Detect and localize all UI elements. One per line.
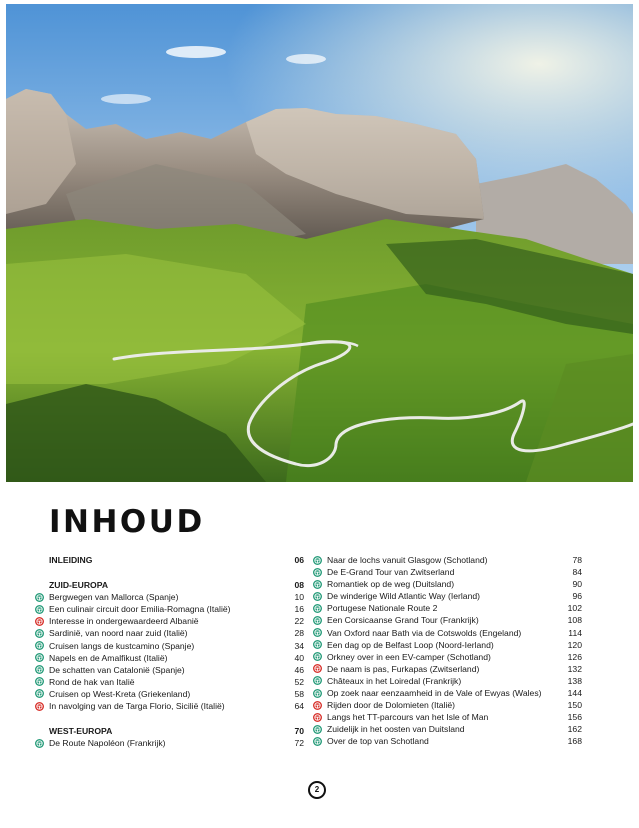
toc-entry[interactable]: [327, 590, 582, 602]
steering-wheel-green-icon: [35, 689, 44, 698]
toc-entry-title: Bergwegen van Mallorca (Spanje): [49, 592, 179, 603]
toc-entry[interactable]: [49, 700, 304, 712]
toc-entry-title: Interesse in ondergewaardeerd Albanië: [49, 616, 199, 627]
steering-wheel-green-icon: [35, 605, 44, 614]
toc-entry-page: 96: [572, 591, 582, 602]
toc-right-column: [327, 554, 582, 748]
toc-entry-title: Rond de hak van Italië: [49, 676, 135, 687]
steering-wheel-green-icon: [313, 568, 322, 577]
toc-entry-page: 108: [567, 615, 582, 626]
toc-entry-title: De Route Napoléon (Frankrijk): [49, 738, 166, 749]
section-gap: [49, 566, 304, 579]
toc-entry[interactable]: [327, 663, 582, 675]
toc-entry-page: 10: [294, 592, 304, 603]
toc-entry-title: Orkney over in een EV-camper (Schotland): [327, 651, 491, 662]
toc-entry-title: Rijden door de Dolomieten (Italië): [327, 700, 456, 711]
toc-entry-title: Een Corsicaanse Grand Tour (Frankrijk): [327, 615, 479, 626]
toc-entry[interactable]: [327, 578, 582, 590]
toc-section-heading[interactable]: [49, 579, 304, 591]
toc-entry[interactable]: [327, 627, 582, 639]
toc-entry-page: 120: [567, 639, 582, 650]
toc-section-heading[interactable]: [49, 554, 304, 566]
toc-entry-page: 114: [568, 627, 582, 638]
toc-entry[interactable]: [327, 554, 582, 566]
toc-entry[interactable]: [49, 664, 304, 676]
toc-entry-page: 78: [572, 555, 582, 565]
steering-wheel-green-icon: [313, 580, 322, 589]
toc-entry[interactable]: [49, 688, 304, 700]
steering-wheel-green-icon: [35, 665, 44, 674]
steering-wheel-red-icon: [313, 701, 322, 710]
toc-entry-page: 22: [294, 616, 304, 627]
toc-entry-title: Een culinair circuit door Emilia-Romagna (Italië): [49, 604, 231, 615]
toc-entry-title: Een dag op de Belfast Loop (Noord-Ierland): [327, 639, 494, 650]
toc-entry-page: 132: [567, 663, 582, 674]
toc-entry-page: 138: [567, 675, 582, 686]
toc-entry-title: Sardinië, van noord naar zuid (Italië): [49, 628, 188, 639]
toc-entry[interactable]: [327, 639, 582, 651]
toc-entry-title: De winderige Wild Atlantic Way (Ierland): [327, 591, 480, 602]
steering-wheel-green-icon: [35, 641, 44, 650]
steering-wheel-green-icon: [313, 628, 322, 637]
toc-entry[interactable]: [49, 676, 304, 688]
toc-entry-page: 64: [294, 701, 304, 712]
steering-wheel-red-icon: [35, 617, 44, 626]
toc-entry[interactable]: [49, 591, 304, 603]
toc-entry-page: 40: [294, 652, 304, 663]
toc-entry[interactable]: [327, 675, 582, 687]
toc-entry[interactable]: [327, 614, 582, 626]
steering-wheel-green-icon: [313, 616, 322, 625]
toc-entry-page: 90: [572, 579, 582, 590]
steering-wheel-green-icon: [313, 676, 322, 685]
toc-entry-title: Naar de lochs vanuit Glasgow (Schotland): [327, 555, 488, 565]
toc-entry[interactable]: [49, 640, 304, 652]
page-number: 2: [308, 781, 326, 799]
toc-left-column: [49, 554, 304, 749]
toc-entry[interactable]: [327, 735, 582, 747]
toc-entry-page: 126: [567, 651, 582, 662]
toc-entry[interactable]: [327, 723, 582, 735]
toc-entry-page: 144: [567, 688, 582, 699]
toc-entry-page: 52: [294, 676, 304, 687]
toc-entry[interactable]: [327, 651, 582, 663]
toc-entry-page: 168: [567, 736, 582, 747]
toc-entry-page: 150: [567, 700, 582, 711]
steering-wheel-green-icon: [313, 737, 322, 746]
toc-entry-page: 84: [572, 567, 582, 578]
steering-wheel-red-icon: [35, 702, 44, 711]
toc-section-heading[interactable]: [49, 725, 304, 737]
toc-entry-page: 16: [294, 604, 304, 615]
toc-entry[interactable]: [49, 652, 304, 664]
toc-entry-title: De E-Grand Tour van Zwitserland: [327, 567, 455, 578]
steering-wheel-red-icon: [313, 713, 322, 722]
toc-entry[interactable]: [49, 615, 304, 627]
steering-wheel-green-icon: [313, 556, 322, 565]
steering-wheel-green-icon: [313, 725, 322, 734]
toc-entry[interactable]: [327, 566, 582, 578]
toc-entry-page: 46: [294, 664, 304, 675]
toc-entry-title: ZUID-EUROPA: [49, 580, 109, 591]
toc-entry-page: 34: [294, 640, 304, 651]
toc-entry-page: 08: [294, 580, 304, 591]
toc-entry[interactable]: [327, 602, 582, 614]
toc-entry-page: 28: [294, 628, 304, 639]
toc-entry-page: 156: [567, 712, 582, 723]
steering-wheel-green-icon: [313, 604, 322, 613]
toc-entry-title: Langs het TT-parcours van het Isle of Man: [327, 712, 489, 723]
toc-entry[interactable]: [49, 603, 304, 615]
steering-wheel-green-icon: [313, 640, 322, 649]
steering-wheel-green-icon: [313, 652, 322, 661]
toc-entry-title: Van Oxford naar Bath via de Cotswolds (Engeland): [327, 627, 522, 638]
toc-entry-title: Romantiek op de weg (Duitsland): [327, 579, 455, 590]
toc-entry-page: 58: [294, 688, 304, 699]
toc-entry-title: Zuidelijk in het oosten van Duitsland: [327, 724, 465, 735]
toc-entry-page: 102: [567, 603, 582, 614]
toc-entry-title: Cruisen op West-Kreta (Griekenland): [49, 688, 191, 699]
toc-entry-title: De naam is pas, Furkapas (Zwitserland): [327, 663, 480, 674]
steering-wheel-green-icon: [313, 592, 322, 601]
toc-entry[interactable]: [327, 711, 582, 723]
toc-entry-page: 72: [294, 738, 304, 749]
page-title: INHOUD: [49, 504, 205, 540]
toc-entry-title: Cruisen langs de kustcamino (Spanje): [49, 640, 195, 651]
toc-entry-title: In navolging van de Targa Florio, Sicilië (Italië): [49, 701, 225, 712]
steering-wheel-green-icon: [35, 739, 44, 748]
steering-wheel-green-icon: [35, 629, 44, 638]
toc-entry-title: De schatten van Catalonië (Spanje): [49, 664, 185, 675]
toc-entry-page: 162: [567, 724, 582, 735]
toc-entry[interactable]: [49, 627, 304, 639]
toc-entry-title: INLEIDING: [49, 555, 93, 565]
toc-entry-page: 70: [294, 726, 304, 737]
steering-wheel-green-icon: [35, 653, 44, 662]
steering-wheel-green-icon: [35, 677, 44, 686]
steering-wheel-red-icon: [313, 664, 322, 673]
toc-entry[interactable]: [327, 687, 582, 699]
steering-wheel-green-icon: [313, 689, 322, 698]
toc-entry-title: Over de top van Schotland: [327, 736, 429, 747]
mountain-road-photo: [6, 4, 633, 482]
toc-entry-title: Op zoek naar eenzaamheid in de Vale of Ewyas (Wales): [327, 688, 542, 699]
toc-entry-title: Portugese Nationale Route 2: [327, 603, 438, 614]
steering-wheel-green-icon: [35, 593, 44, 602]
toc-entry[interactable]: [327, 699, 582, 711]
toc-entry-page: 06: [294, 555, 304, 565]
toc-entry-title: Napels en de Amalfikust (Italië): [49, 652, 168, 663]
section-gap: [49, 712, 304, 725]
toc-entry[interactable]: [49, 737, 304, 749]
toc-entry-title: Châteaux in het Loiredal (Frankrijk): [327, 675, 462, 686]
toc-entry-title: WEST-EUROPA: [49, 726, 113, 737]
